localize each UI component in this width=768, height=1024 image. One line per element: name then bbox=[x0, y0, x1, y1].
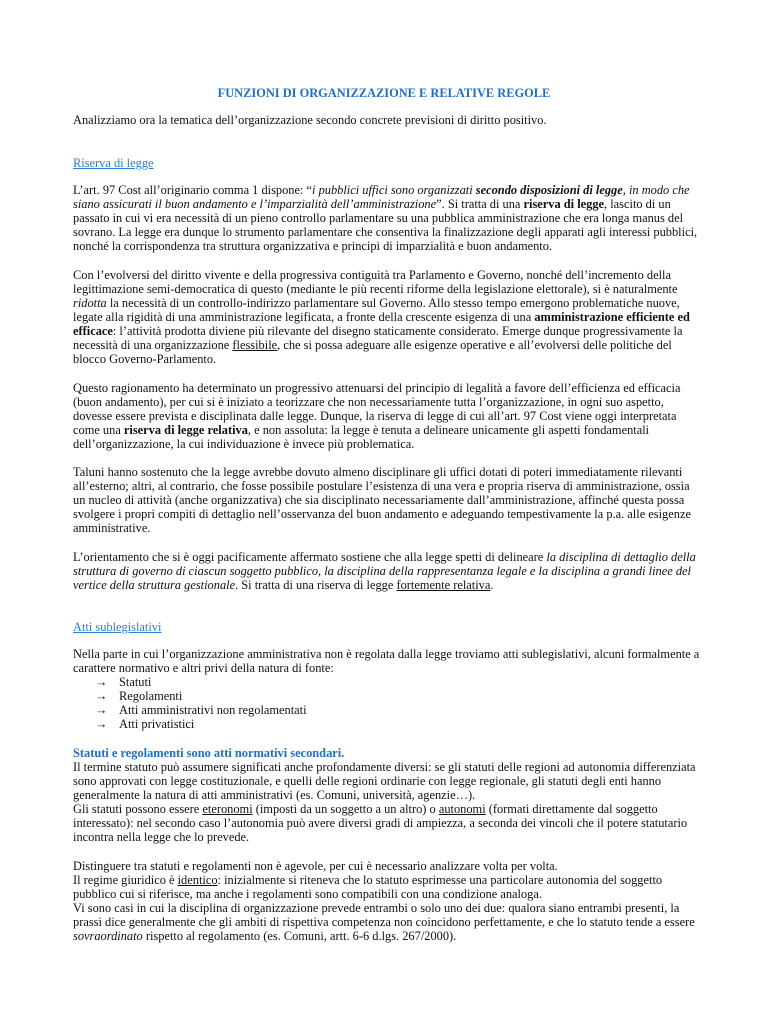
paragraph-casi bbox=[73, 901, 701, 943]
text-run: . Si tratta di una riserva di legge bbox=[235, 578, 397, 592]
subheading-statuti: Statuti e regolamenti sono atti normativi secondari. bbox=[73, 746, 345, 760]
text-run: Vi sono casi in cui la disciplina di organizzazione prevede entrambi o solo uno dei due: qualora siano entrambi presenti, la prassi dice generalmente che gli ambiti di rispettiva competenza non coincidono perfettamente, e che lo statuto tende a essere bbox=[73, 901, 695, 929]
text-run: (formati direttamente dal soggetto interessato): nel secondo caso l’autonomia può avere diversi gradi di ampiezza, a seconda dei vincoli che il potere statutario incontra nella legge che lo prevede. bbox=[73, 802, 688, 844]
paragraph-atti-intro: Nella parte in cui l’organizzazione amministrativa non è regolata dalla legge troviamo atti sublegislativi, alcuni formalmente a carattere normativo e altri privi della natura di fonte: bbox=[73, 647, 700, 675]
list-item-label: Regolamenti bbox=[119, 689, 183, 703]
paragraph-regime bbox=[73, 873, 701, 901]
text-run: L’art. 97 Cost all’originario comma 1 dispone: “ bbox=[73, 183, 313, 197]
paragraph-ragionamento bbox=[73, 381, 701, 451]
list-item-label: Statuti bbox=[119, 675, 152, 689]
text-run: : l’attività prodotta diviene più rilevante del disegno staticamente considerato. Emerge dunque progressivamente la necessità di una organizzazione bbox=[73, 324, 683, 352]
text-run: Il regime giuridico è bbox=[73, 873, 178, 887]
paragraph-eteronomi bbox=[73, 802, 701, 844]
list-item-label: Atti privatistici bbox=[119, 717, 195, 731]
bold-run: riserva di legge relativa bbox=[123, 423, 248, 437]
italic-run: , in modo che siano assicurati il buon andamento e l’imparzialità dell’amministrazione bbox=[73, 183, 690, 211]
text-run: , che si possa adeguare alle esigenze operative e all’evolversi delle politiche del blocco Governo-Parlamento. bbox=[73, 338, 672, 366]
text-run: Gli statuti possono essere bbox=[73, 802, 203, 816]
text-run: la necessità di un controllo-indirizzo parlamentare sul Governo. Allo stesso tempo emergono problematiche nuove, legate alla rigidità di una amministrazione legificata, a fronte della crescente esigenza di una bbox=[73, 296, 680, 324]
underlined-run: identico bbox=[177, 873, 218, 887]
bold-run: amministrazione efficiente ed efficace bbox=[73, 310, 690, 338]
page-title: FUNZIONI DI ORGANIZZAZIONE E RELATIVE REGOLE bbox=[217, 86, 551, 100]
text-run: Con l’evolversi del diritto vivente e della progressiva contiguità tra Parlamento e Governo, nonché dell’incremento della legittimazione semi-democratica di questo (mediante le più recenti riforme della legislazione elettorale), si è naturalmente bbox=[73, 268, 678, 296]
paragraph-termine-statuto: Il termine statuto può assumere significati anche profondamente diversi: se gli statuti delle regioni ad autonomia differenziata sono approvati con legge costituzionale, e quelli delle regioni ordinarie con legge regionale, gli statuti degli enti hanno generalmente la natura di atti amministrativi (es. Comuni, università, agenzie…). bbox=[73, 760, 696, 802]
paragraph-evolversi bbox=[73, 268, 701, 366]
underlined-run: flessibile bbox=[232, 338, 278, 352]
list-item-label: Atti amministrativi non regolamentati bbox=[119, 703, 307, 717]
text-run: (imposti da un soggetto a un altro) o bbox=[252, 802, 439, 816]
italic-run: la disciplina di dettaglio della struttura di governo di ciascun soggetto pubblico, la disciplina della rappresentanza legale e la disciplina a grandi linee del vertice della struttura gestionale bbox=[73, 550, 696, 592]
list-item bbox=[73, 717, 701, 731]
text-run: rispetto al regolamento (es. Comuni, artt. 6-6 d.lgs. 267/2000). bbox=[142, 929, 457, 943]
paragraph-orientamento bbox=[73, 550, 701, 592]
intro-paragraph: Analizziamo ora la tematica dell’organizzazione secondo concrete previsioni di diritto positivo. bbox=[73, 113, 547, 127]
arrow-right-icon: → bbox=[95, 689, 108, 703]
underlined-run: autonomi bbox=[438, 802, 486, 816]
section-heading-atti-text[interactable]: Atti sublegislativi bbox=[73, 620, 162, 634]
bold-run: riserva di legge bbox=[523, 197, 605, 211]
list-item bbox=[73, 689, 701, 703]
text-run: L’orientamento che si è oggi pacificamente affermato sostiene che alla legge spetti di delineare bbox=[73, 550, 547, 564]
text-run: Questo ragionamento ha determinato un progressivo attenuarsi del principio di legalità a favore dell’efficienza ed efficacia (buon andamento), per cui si è iniziato a teorizzare che non necessariamente tutta l’organizzazione, in ogni suo aspetto, dovesse essere prevista e disciplinata dalle legge. Dunque, la riserva di legge di cui all’art. 97 Cost viene oggi interpretata come una bbox=[73, 381, 681, 437]
underlined-run: fortemente relativa bbox=[396, 578, 491, 592]
list-item bbox=[73, 675, 701, 689]
bold-italic-run: secondo disposizioni di legge bbox=[475, 183, 623, 197]
section-heading-riserva-text[interactable]: Riserva di legge bbox=[73, 156, 154, 170]
italic-run: i pubblici uffici sono organizzati bbox=[312, 183, 476, 197]
section-heading-riserva[interactable] bbox=[73, 156, 701, 170]
acts-list bbox=[73, 675, 701, 731]
arrow-right-icon: → bbox=[95, 717, 108, 731]
list-item bbox=[73, 703, 701, 717]
paragraph-art-97 bbox=[73, 183, 701, 253]
text-run: . bbox=[490, 578, 494, 592]
arrow-right-icon: → bbox=[95, 703, 108, 717]
text-run: , e non assoluta: la legge è tenuta a delineare unicamente gli aspetti fondamentali dell’organizzazione, la cui individuazione è invece più problematica. bbox=[73, 423, 650, 451]
italic-run: ridotta bbox=[73, 296, 107, 310]
underlined-run: eteronomi bbox=[202, 802, 253, 816]
text-run: ”. Si tratta di una bbox=[436, 197, 524, 211]
italic-run: sovraordinato bbox=[73, 929, 143, 943]
section-heading-atti[interactable] bbox=[73, 620, 701, 634]
arrow-right-icon: → bbox=[95, 675, 108, 689]
text-run: , lascito di un passato in cui vi era necessità di un pieno controllo parlamentare su una pubblica amministrazione che era longa manus del sovrano. La legge era dunque lo strumento parlamentare che consentiva la finalizzazione degli apparati agli interessi pubblici, nonché la corrispondenza tra struttura organizzativa e principi di imparzialità e buon andamento. bbox=[73, 197, 698, 253]
text-run: : inizialmente si riteneva che lo statuto esprimesse una particolare autonomia del soggetto pubblico cui si riferisce, ma anche i regolamenti sono compatibili con una condizione analoga. bbox=[73, 873, 663, 901]
paragraph-taluni: Taluni hanno sostenuto che la legge avrebbe dovuto almeno disciplinare gli uffici dotati di poteri immediatamente rilevanti all’esterno; altri, al contrario, che fosse possibile postulare l’esistenza di una vera e propria riserva di amministrazione, ossia un nucleo di attività (anche organizzativa) che sia disciplinato necessariamente dall’amministrazione, affinché questa possa svolgere i propri compiti di dettaglio nell’osservanza del buon andamento e adeguando tempestivamente la p.a. alle esigenze amministrative. bbox=[73, 465, 691, 535]
paragraph-distinguere: Distinguere tra statuti e regolamenti non è agevole, per cui è necessario analizzare volta per volta. bbox=[73, 859, 558, 873]
